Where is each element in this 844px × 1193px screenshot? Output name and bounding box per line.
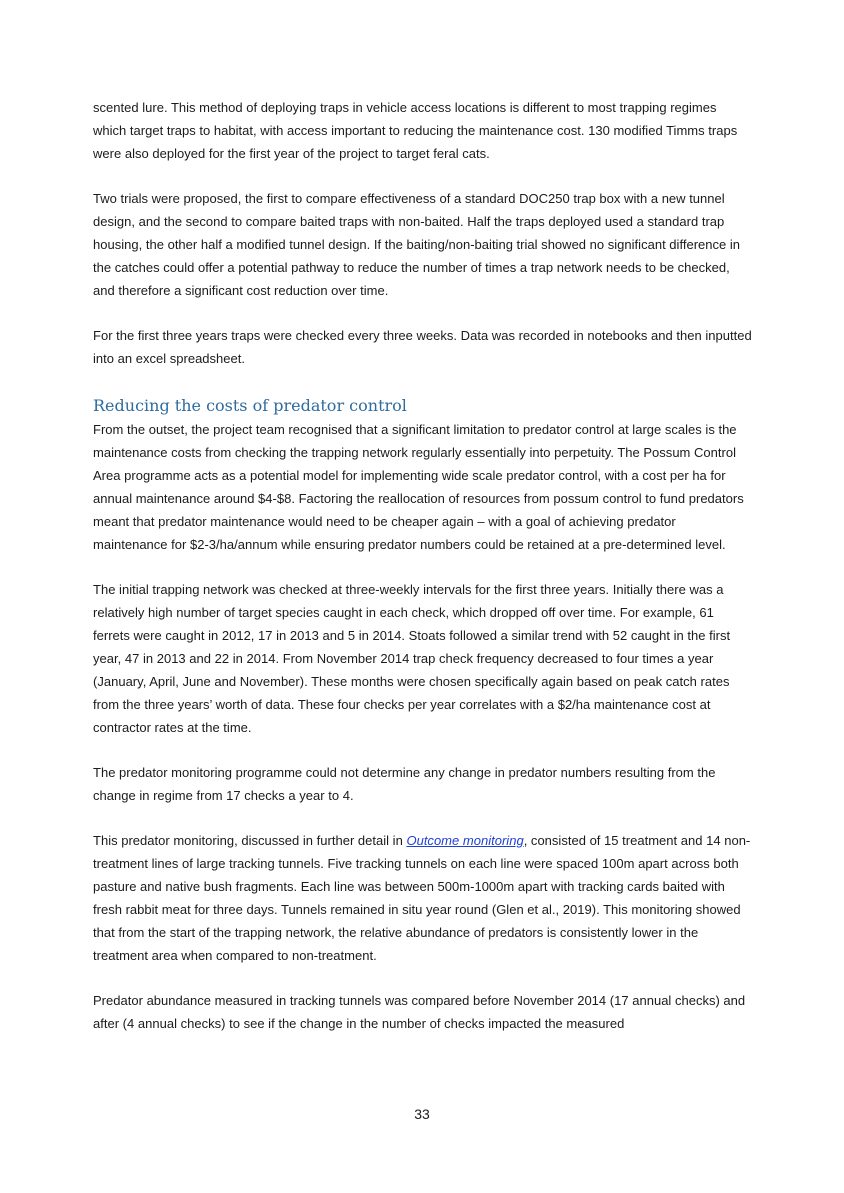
monitoring-text-after-link: , consisted of 15 treatment and 14 non-treatment lines of large tracking tunnels. Five tracking tunnels on each line were spaced 100m apart across both pasture and native bush fragments. Each line was between 500m-1000m apart with tracking cards baited with fresh rabbit meat for three days. Tunnels remained in situ year round (Glen et al., 2019). This monitoring showed that from the start of the trapping network, the relative abundance of predators is consistently lower in the treatment area when compared to non-treatment. [93, 833, 751, 963]
body-paragraph: From the outset, the project team recognised that a significant limitation to predator control at large scales is the maintenance costs from checking the trapping network regularly essentially into perpetuity. The Possum Control Area programme acts as a potential model for implementing wide scale predator control, with a cost per ha for annual maintenance around $4-$8. Factoring the reallocation of resources from possum control to fund predators meant that predator maintenance would need to be cheaper again – with a goal of achieving predator maintenance for $2-3/ha/annum while ensuring predator numbers could be retained at a pre-determined level. [93, 422, 744, 552]
body-paragraph: The predator monitoring programme could not determine any change in predator numbers resulting from the change in regime from 17 checks a year to 4. [93, 765, 716, 803]
monitoring-text-before-link: This predator monitoring, discussed in further detail in [93, 833, 407, 848]
body-paragraph: Two trials were proposed, the first to compare effectiveness of a standard DOC250 trap box with a new tunnel design, and the second to compare baited traps with non-baited. Half the traps deployed used a standard trap housing, the other half a modified tunnel design. If the baiting/non-baiting trial showed no significant difference in the catches could offer a potential pathway to reduce the number of times a trap network needs to be checked, and therefore a significant cost reduction over time. [93, 191, 741, 298]
body-paragraph: The initial trapping network was checked at three-weekly intervals for the first three years. Initially there was a relatively high number of target species caught in each check, which dropped off over time. For example, 61 ferrets were caught in 2012, 17 in 2013 and 5 in 2014. Stoats followed a similar trend with 52 caught in the first year, 47 in 2013 and 22 in 2014. From November 2014 trap check frequency decreased to four times a year (January, April, June and November). These months were chosen specifically again based on peak catch rates from the three years’ worth of data. These four checks per year correlates with a $2/ha maintenance cost at contractor rates at the time. [93, 582, 731, 735]
document-page [93, 96, 753, 1057]
body-paragraph: scented lure. This method of deploying traps in vehicle access locations is different to most trapping regimes which target traps to habitat, with access important to reducing the maintenance cost. 130 modified Timms traps were also deployed for the first year of the project to target feral cats. [93, 100, 738, 161]
body-paragraph: For the first three years traps were checked every three weeks. Data was recorded in notebooks and then inputted into an excel spreadsheet. [93, 328, 752, 366]
monitoring-paragraph [93, 829, 753, 967]
body-paragraph: Predator abundance measured in tracking tunnels was compared before November 2014 (17 annual checks) and after (4 annual checks) to see if the change in the number of checks impacted the measured [93, 993, 746, 1031]
outcome-monitoring-link[interactable]: Outcome monitoring [406, 833, 524, 848]
page-number: 33 [414, 1106, 430, 1122]
section-heading: Reducing the costs of predator control [93, 396, 407, 415]
